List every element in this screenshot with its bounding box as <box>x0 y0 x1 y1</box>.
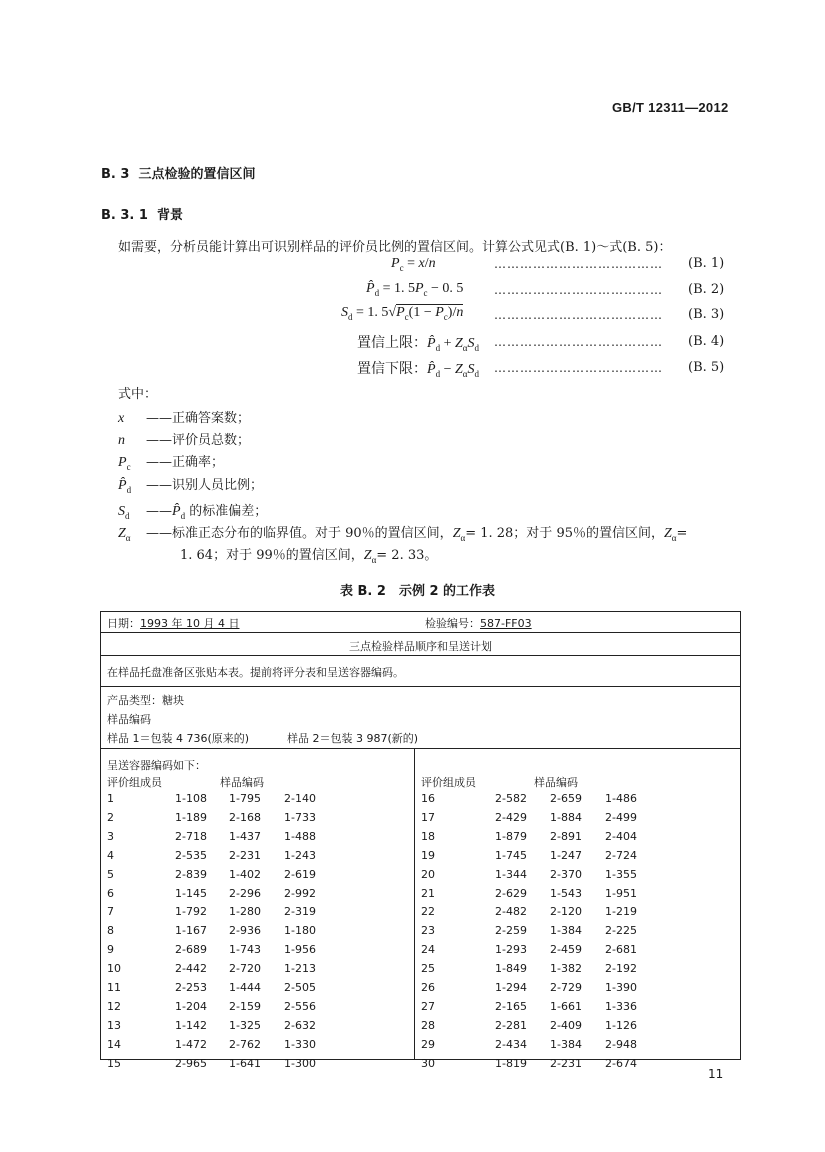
def-sd-desc: 的标准偏差； <box>189 504 268 519</box>
sample-code: 1-355 <box>605 867 637 881</box>
def-x-desc: ——正确答案数； <box>146 411 251 426</box>
date-value: 1993 年 10 月 4 日 <box>140 617 240 630</box>
sample-code: 1-243 <box>284 848 316 862</box>
z-line1-b: = <box>676 526 688 541</box>
assessor-number: 18 <box>421 829 435 843</box>
assessor-number: 13 <box>107 1018 121 1032</box>
sample-code: 2-165 <box>495 999 527 1013</box>
def-n-desc: ——评价员总数； <box>146 433 251 448</box>
sample-code: 1-384 <box>550 1037 582 1051</box>
table-column-divider <box>414 748 415 1059</box>
sample-code: 2-319 <box>284 905 316 919</box>
assessor-number: 22 <box>421 905 435 919</box>
sample-code: 1-247 <box>550 848 582 862</box>
sample-code: 1-951 <box>605 886 637 900</box>
assessor-number: 29 <box>421 1037 435 1051</box>
sample-2: 样品 2＝包装 3 987(新的) <box>287 732 419 745</box>
sample-code: 1-336 <box>605 999 637 1013</box>
sample-code: 2-192 <box>605 962 637 976</box>
sample-code: 1-145 <box>175 886 207 900</box>
sample-code: 2-370 <box>550 867 582 881</box>
product-type: 产品类型：糖块 <box>107 694 184 707</box>
assessor-number: 7 <box>107 905 114 919</box>
sample-code: 2-281 <box>495 1018 527 1032</box>
sample-code: 1-884 <box>550 810 582 824</box>
def-pd-desc: ——识别人员比例； <box>146 478 264 493</box>
dots-b1: ………………………………… <box>494 257 663 271</box>
assessor-number: 14 <box>107 1037 121 1051</box>
def-pd: $P̂_d$ ——识别人员比例； <box>118 478 264 495</box>
instruction: 在样品托盘准备区张贴本表。提前将评分表和呈送容器编码。 <box>107 666 404 679</box>
sample-code: 1-745 <box>495 848 527 862</box>
assessor-number: 17 <box>421 810 435 824</box>
sample-code: 2-891 <box>550 829 582 843</box>
sample-code: 1-661 <box>550 999 582 1013</box>
section-b3-number: B. 3 <box>101 167 130 182</box>
sample-code: 2-253 <box>175 981 207 994</box>
sample-code: 2-296 <box>229 886 261 900</box>
sample-code: 1-641 <box>229 1056 261 1070</box>
sample-code: 2-225 <box>605 924 637 938</box>
assessor-number: 9 <box>107 943 114 957</box>
sample-code: 1-444 <box>229 981 261 994</box>
formula-b4-prefix: 置信上限： <box>357 336 427 351</box>
standard-code: GB/T 12311—2012 <box>612 100 729 115</box>
sample-code: 1-382 <box>550 962 582 976</box>
sample-1: 样品 1＝包装 4 736(原来的) <box>107 732 250 745</box>
sample-code: 2-619 <box>284 867 316 881</box>
assessor-number: 24 <box>421 943 435 957</box>
sample-code: 1-733 <box>284 810 316 824</box>
sample-code: 2-729 <box>550 981 582 994</box>
dots-b4: ………………………………… <box>494 335 663 349</box>
formula-label-b4: (B. 4) <box>688 334 725 349</box>
sample-code: 2-632 <box>284 1018 316 1032</box>
check-label: 检验编号： <box>425 617 480 630</box>
sample-code: 2-459 <box>550 943 582 957</box>
sample-code: 2-535 <box>175 848 207 862</box>
sample-code: 2-629 <box>495 886 527 900</box>
assessor-number: 19 <box>421 848 435 862</box>
sample-code: 1-204 <box>175 999 207 1013</box>
assessor-number: 4 <box>107 848 114 862</box>
plan-title: 三点检验样品顺序和呈送计划 <box>349 640 492 653</box>
sample-code: 2-689 <box>175 943 207 957</box>
table-caption: 表 B. 2 示例 2 的工作表 <box>340 584 496 599</box>
sample-code: 1-879 <box>495 829 527 843</box>
def-n: n ——评价员总数； <box>118 433 251 448</box>
dots-b2: ………………………………… <box>494 283 663 297</box>
table-rule <box>101 748 740 749</box>
sample-code: 2-120 <box>550 905 582 919</box>
sample-code: 2-992 <box>284 886 316 900</box>
def-pc-desc: ——正确率； <box>146 455 225 470</box>
def-x: x ——正确答案数； <box>118 411 251 426</box>
sample-code: 1-189 <box>175 810 207 824</box>
worksheet-table <box>100 611 741 1070</box>
sample-code: 1-472 <box>175 1037 207 1051</box>
date-label: 日期： <box>107 617 140 630</box>
assessor-number: 12 <box>107 999 121 1013</box>
sample-code: 1-819 <box>495 1056 527 1070</box>
table-rule <box>101 686 740 687</box>
sample-code: 1-126 <box>605 1018 637 1032</box>
assessor-number: 30 <box>421 1056 435 1070</box>
sample-code: 2-505 <box>284 981 316 994</box>
assessor-number: 20 <box>421 867 435 881</box>
sample-code: 2-499 <box>605 810 637 824</box>
check-value: 587-FF03 <box>480 617 532 630</box>
sample-code: 2-140 <box>284 792 316 805</box>
sample-code: 2-404 <box>605 829 637 843</box>
assessor-number: 26 <box>421 981 435 994</box>
sample-code: 1-743 <box>229 943 261 957</box>
assessor-number: 5 <box>107 867 114 881</box>
assessor-number: 1 <box>107 792 114 805</box>
assessor-number: 11 <box>107 981 121 994</box>
sample-code: 1-437 <box>229 829 261 843</box>
formula-label-b1: (B. 1) <box>688 256 725 271</box>
sample-code: 1-795 <box>229 792 261 805</box>
where-label: 式中： <box>118 387 158 402</box>
sample-code: 2-159 <box>229 999 261 1013</box>
formula-label-b3: (B. 3) <box>688 307 725 322</box>
z-line1-a: = 1. 28；对于 95％的置信区间， <box>465 526 664 541</box>
sample-code: 2-168 <box>229 810 261 824</box>
sample-code: 1-213 <box>284 962 316 976</box>
formula-b3: $S_d = 1$. $5√P_c(1 - P_c)/n$ <box>341 305 464 322</box>
assessor-number: 25 <box>421 962 435 976</box>
sample-code: 1-390 <box>605 981 637 994</box>
sample-code: 1-956 <box>284 943 316 957</box>
assessor-number: 15 <box>107 1056 121 1070</box>
sample-code: 1-849 <box>495 962 527 976</box>
sample-code: 2-442 <box>175 962 207 976</box>
sample-code: 2-720 <box>229 962 261 976</box>
date-field <box>107 615 239 631</box>
sample-code: 1-108 <box>175 792 207 805</box>
formula-b5: 置信下限：$P̂_d - Z_\alpha S_d$ <box>357 362 479 379</box>
table-rule <box>101 655 740 656</box>
assessor-number: 21 <box>421 886 435 900</box>
sample-code: 1-543 <box>550 886 582 900</box>
sample-code: 2-948 <box>605 1037 637 1051</box>
def-za-desc: ——标准正态分布的临界值。对于 90％的置信区间， <box>146 526 453 541</box>
sample-code: 2-936 <box>229 924 261 938</box>
sample-code: 2-434 <box>495 1037 527 1051</box>
sample-code: 1-294 <box>495 981 527 994</box>
sample-code: 1-384 <box>550 924 582 938</box>
section-b31-number: B. 3. 1 <box>101 208 148 223</box>
sample-code: 1-344 <box>495 867 527 881</box>
sample-code: 2-965 <box>175 1056 207 1070</box>
formula-b1: $P_c = x/n$ <box>391 256 436 273</box>
formula-b2: $P̂_d = 1$. $5P_c - 0$. 5 <box>366 281 464 298</box>
left-col-code: 样品编码 <box>220 776 264 789</box>
def-sd: $S_d$ $——P̂_d$ 的标准偏差； <box>118 504 268 521</box>
sample-code: 2-582 <box>495 792 527 805</box>
sample-code: 1-167 <box>175 924 207 938</box>
sample-code: 1-219 <box>605 905 637 919</box>
z-line2-a: 1. 64；对于 99％的置信区间， <box>180 548 364 563</box>
sample-code: 1-488 <box>284 829 316 843</box>
sample-code: 1-300 <box>284 1056 316 1070</box>
sample-code-label: 样品编码 <box>107 713 151 726</box>
assessor-number: 16 <box>421 792 435 805</box>
formula-b5-prefix: 置信下限： <box>357 362 427 377</box>
container-codes-label: 呈送容器编码如下： <box>107 759 206 772</box>
intro-paragraph: 如需要，分析员能计算出可识别样品的评价员比例的置信区间。计算公式见式(B. 1)～式(B. 5)： <box>118 240 672 255</box>
right-col-code: 样品编码 <box>534 776 578 789</box>
assessor-number: 27 <box>421 999 435 1013</box>
assessor-number: 23 <box>421 924 435 938</box>
sample-code: 1-402 <box>229 867 261 881</box>
sample-code: 2-839 <box>175 867 207 881</box>
sample-code: 1-486 <box>605 792 637 805</box>
sample-code: 2-674 <box>605 1056 637 1070</box>
table-rule <box>101 632 740 633</box>
def-pc: $P_c$ ——正确率； <box>118 455 225 472</box>
page-number: 11 <box>708 1067 724 1081</box>
section-b3-heading <box>101 163 256 182</box>
section-b31-heading <box>101 204 183 223</box>
sample-code: 2-659 <box>550 792 582 805</box>
sample-code: 2-718 <box>175 829 207 843</box>
assessor-number: 28 <box>421 1018 435 1032</box>
assessor-number: 6 <box>107 886 114 900</box>
sample-code: 2-409 <box>550 1018 582 1032</box>
check-number-field <box>425 615 532 631</box>
assessor-number: 10 <box>107 962 121 976</box>
sample-code: 2-429 <box>495 810 527 824</box>
def-za-cont: 1. 64；对于 99％的置信区间，$Z_\alpha= 2$. 33。 <box>180 548 438 565</box>
formula-label-b2: (B. 2) <box>688 282 725 297</box>
def-za: $Z_\alpha$ ——标准正态分布的临界值。对于 90％的置信区间，$Z_\alpha= 1$. 28；对于 95％的置信区间，$Z_\alpha=$ <box>118 526 688 543</box>
dots-b3: ………………………………… <box>494 308 663 322</box>
assessor-number: 2 <box>107 810 114 824</box>
sample-code: 1-180 <box>284 924 316 938</box>
sample-code: 1-142 <box>175 1018 207 1032</box>
sample-code: 2-681 <box>605 943 637 957</box>
section-b31-title: 背景 <box>157 208 184 223</box>
sample-code: 2-231 <box>550 1056 582 1070</box>
sample-code: 2-556 <box>284 999 316 1013</box>
sample-code: 2-724 <box>605 848 637 862</box>
assessor-number: 8 <box>107 924 114 938</box>
sample-code: 2-231 <box>229 848 261 862</box>
right-col-assessor: 评价组成员 <box>421 776 476 789</box>
left-col-assessor: 评价组成员 <box>107 776 162 789</box>
section-b3-title: 三点检验的置信区间 <box>138 167 256 182</box>
sample-code: 2-259 <box>495 924 527 938</box>
sample-code: 1-280 <box>229 905 261 919</box>
sample-code: 2-482 <box>495 905 527 919</box>
z-line2-b: = 2. 33。 <box>376 548 438 563</box>
sample-code: 2-762 <box>229 1037 261 1051</box>
sample-code: 1-325 <box>229 1018 261 1032</box>
formula-b4: 置信上限：$P̂_d + Z_\alpha S_d$ <box>357 336 479 353</box>
sample-code: 1-792 <box>175 905 207 919</box>
formula-label-b5: (B. 5) <box>688 360 725 375</box>
assessor-number: 3 <box>107 829 114 843</box>
sample-code: 1-330 <box>284 1037 316 1051</box>
dots-b5: ………………………………… <box>494 361 663 375</box>
sample-code: 1-293 <box>495 943 527 957</box>
